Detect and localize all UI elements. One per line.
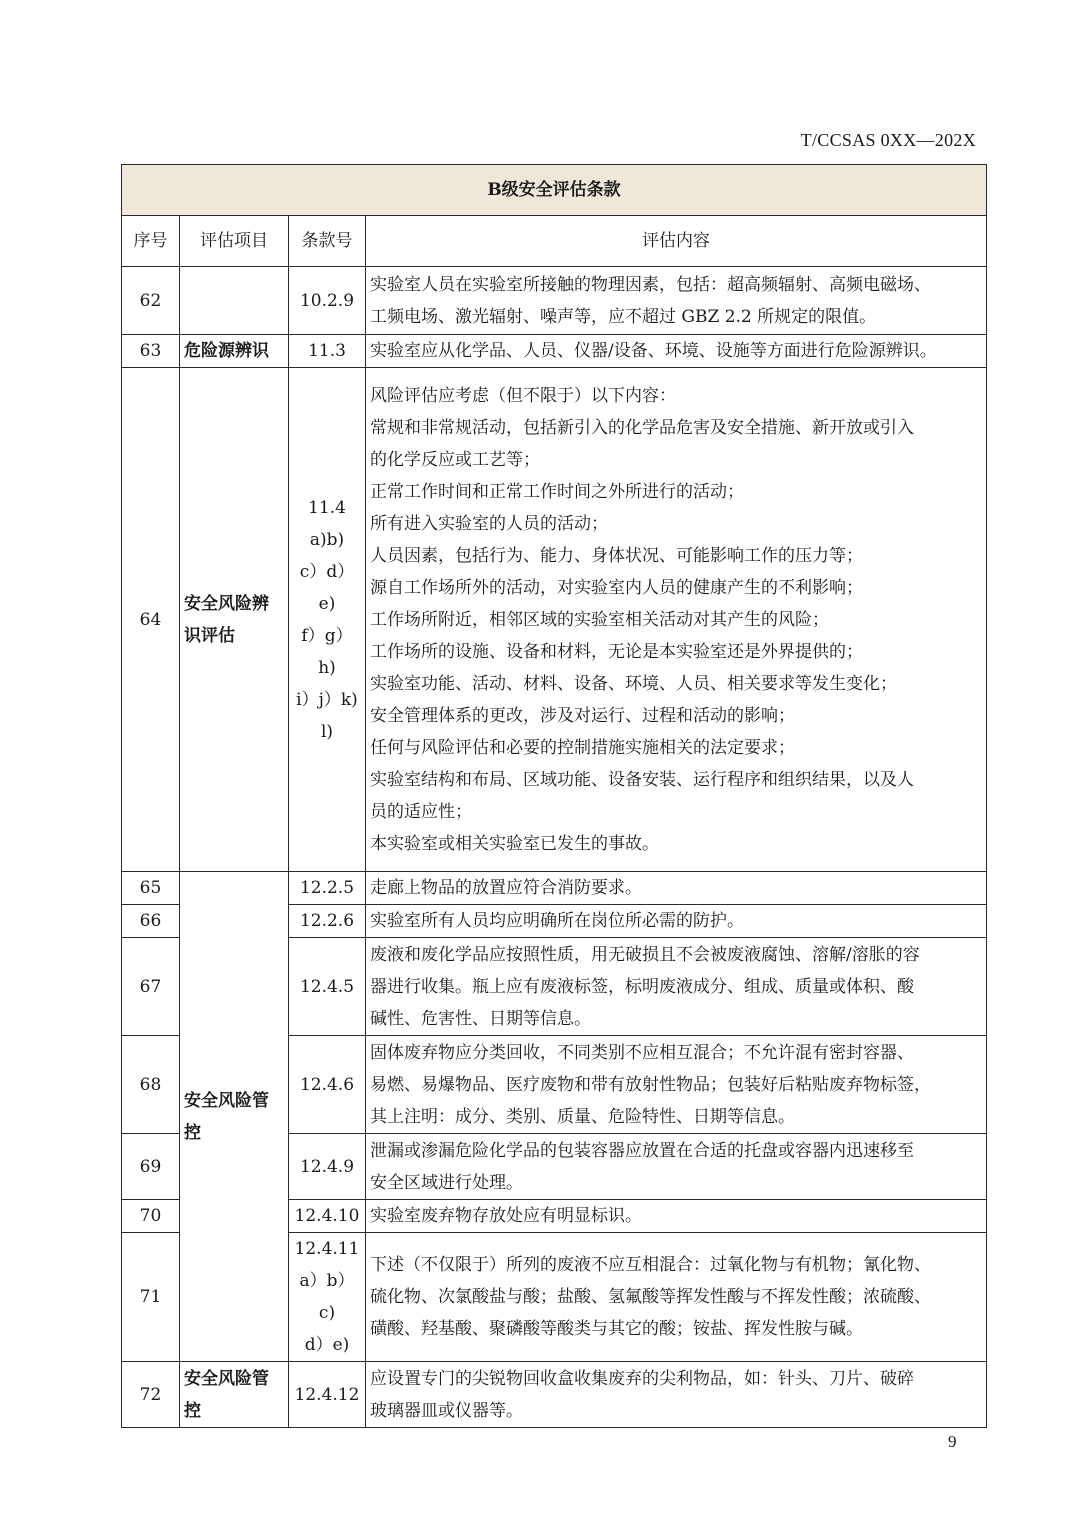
item-line: 安全风险辨 [184, 593, 269, 614]
row-content [366, 1200, 987, 1233]
content-line: 玻璃器皿或仪器等。 [370, 1400, 523, 1421]
content-line: 走廊上物品的放置应符合消防要求。 [370, 878, 642, 898]
content-line: 器进行收集。瓶上应有废液标签，标明废液成分、组成、质量或体积、酸 [370, 976, 914, 997]
table-row [122, 368, 987, 872]
item-line: 控 [184, 1400, 201, 1421]
content-line: 安全管理体系的更改，涉及对运行、过程和活动的影响； [370, 705, 795, 726]
row-clause: 12.2.5 [289, 872, 366, 905]
content-line: 本实验室或相关实验室已发生的事故。 [370, 833, 659, 854]
content-line: 工作场所附近，相邻区域的实验室相关活动对其产生的风险； [370, 609, 829, 630]
table-row [122, 267, 987, 335]
row-number: 70 [122, 1200, 180, 1233]
content-line: 人员因素，包括行为、能力、身体状况、可能影响工作的压力等； [370, 545, 863, 566]
row-item [180, 1362, 289, 1428]
content-line: 易燃、易爆物品、医疗废物和带有放射性物品；包装好后粘贴废弃物标签， [370, 1074, 931, 1095]
clause-line: 11.4 a)b) [308, 497, 346, 550]
content-line: 实验室应从化学品、人员、仪器/设备、环境、设施等方面进行危险源辨识。 [370, 341, 937, 361]
table-header-row [122, 216, 987, 267]
table-row [122, 335, 987, 368]
row-item: 危险源辨识 [180, 335, 289, 368]
clause-line: f）g）h) [301, 625, 353, 678]
row-content [366, 335, 987, 368]
content-line: 安全区域进行处理。 [370, 1172, 523, 1193]
row-number: 72 [122, 1362, 180, 1428]
content-line: 实验室结构和布局、区域功能、设备安装、运行程序和组织结果，以及人 [370, 769, 914, 790]
item-line: 安全风险管 [184, 1090, 269, 1111]
column-header-clause: 条款号 [289, 216, 366, 267]
row-content [366, 1233, 987, 1362]
content-line: 泄漏或渗漏危险化学品的包装容器应放置在合适的托盘或容器内迅速移至 [370, 1140, 914, 1161]
clause-line: d）e) [304, 1335, 350, 1355]
column-header-no: 序号 [122, 216, 180, 267]
content-line: 硫化物、次氯酸盐与酸；盐酸、氢氟酸等挥发性酸与不挥发性酸；浓硫酸、 [370, 1287, 931, 1307]
content-line: 所有进入实验室的人员的活动； [370, 513, 608, 534]
clause-line: c）d）e) [299, 561, 355, 614]
column-header-content: 评估内容 [366, 216, 987, 267]
content-line: 碱性、危害性、日期等信息。 [370, 1008, 591, 1029]
row-content [366, 938, 987, 1036]
page-number: 9 [948, 1432, 957, 1451]
row-clause: 11.3 [289, 335, 366, 368]
content-line: 实验室废弃物存放处应有明显标识。 [370, 1206, 642, 1226]
row-number: 62 [122, 267, 180, 335]
content-line: 常规和非常规活动，包括新引入的化学品危害及安全措施、新开放或引入 [370, 417, 914, 438]
assessment-table [121, 164, 987, 1428]
row-number: 65 [122, 872, 180, 905]
content-line: 任何与风险评估和必要的控制措施实施相关的法定要求； [370, 737, 795, 758]
row-number: 68 [122, 1036, 180, 1134]
table-row [122, 872, 987, 905]
content-line: 应设置专门的尖锐物回收盒收集废弃的尖利物品，如：针头、刀片、破碎 [370, 1368, 914, 1389]
row-item [180, 267, 289, 335]
content-line: 其上注明：成分、类别、质量、危险特性、日期等信息。 [370, 1106, 795, 1127]
table-title-row [122, 165, 987, 216]
content-line: 源自工作场所外的活动，对实验室内人员的健康产生的不利影响； [370, 577, 863, 598]
row-clause: 12.4.5 [289, 938, 366, 1036]
row-content [366, 1134, 987, 1200]
row-content [366, 905, 987, 938]
content-line: 实验室所有人员均应明确所在岗位所必需的防护。 [370, 911, 744, 931]
row-content [366, 1036, 987, 1134]
row-number: 71 [122, 1233, 180, 1362]
clause-line: l) [320, 721, 334, 742]
content-line: 员的适应性； [370, 801, 472, 822]
row-clause: 12.4.9 [289, 1134, 366, 1200]
row-item [180, 368, 289, 872]
content-line: 工作场所的设施、设备和材料，无论是本实验室还是外界提供的； [370, 641, 863, 662]
content-line: 工频电场、激光辐射、噪声等，应不超过 GBZ 2.2 所规定的限值。 [370, 306, 877, 327]
row-clause [289, 368, 366, 872]
table-title: B级安全评估条款 [122, 165, 987, 216]
row-clause: 12.4.12 [289, 1362, 366, 1428]
merged-item-cell [180, 872, 289, 1362]
item-line: 识评估 [184, 625, 235, 646]
clause-line: i）j）k) [296, 689, 358, 710]
content-line: 固体废弃物应分类回收，不同类别不应相互混合；不允许混有密封容器、 [370, 1042, 914, 1063]
document-code: T/CCSAS 0XX—202X [800, 130, 976, 150]
row-number: 63 [122, 335, 180, 368]
content-line: 实验室人员在实验室所接触的物理因素，包括：超高频辐射、高频电磁场、 [370, 274, 931, 295]
row-number: 66 [122, 905, 180, 938]
row-content [366, 872, 987, 905]
item-line: 控 [184, 1122, 201, 1143]
row-clause: 12.2.6 [289, 905, 366, 938]
row-content [366, 368, 987, 872]
content-line: 实验室功能、活动、材料、设备、环境、人员、相关要求等发生变化； [370, 673, 897, 694]
clause-line: 12.4.11 [294, 1239, 360, 1259]
row-content [366, 267, 987, 335]
content-line: 磺酸、羟基酸、聚磷酸等酸类与其它的酸；铵盐、挥发性胺与碱。 [370, 1319, 863, 1339]
content-line: 的化学反应或工艺等； [370, 449, 540, 470]
item-line: 安全风险管 [184, 1368, 269, 1389]
row-clause: 12.4.6 [289, 1036, 366, 1134]
row-clause [289, 1233, 366, 1362]
column-header-item: 评估项目 [180, 216, 289, 267]
content-line: 正常工作时间和正常工作时间之外所进行的活动； [370, 481, 744, 502]
row-clause: 10.2.9 [289, 267, 366, 335]
row-number: 69 [122, 1134, 180, 1200]
content-line: 风险评估应考虑（但不限于）以下内容： [370, 385, 676, 406]
row-content [366, 1362, 987, 1428]
row-number: 67 [122, 938, 180, 1036]
table-row [122, 1362, 987, 1428]
row-clause: 12.4.10 [289, 1200, 366, 1233]
clause-line: a）b）c) [299, 1271, 355, 1323]
content-line: 下述（不仅限于）所列的废液不应互相混合：过氧化物与有机物；氰化物、 [370, 1255, 931, 1275]
row-number: 64 [122, 368, 180, 872]
content-line: 废液和废化学品应按照性质，用无破损且不会被废液腐蚀、溶解/溶胀的容 [370, 944, 920, 965]
